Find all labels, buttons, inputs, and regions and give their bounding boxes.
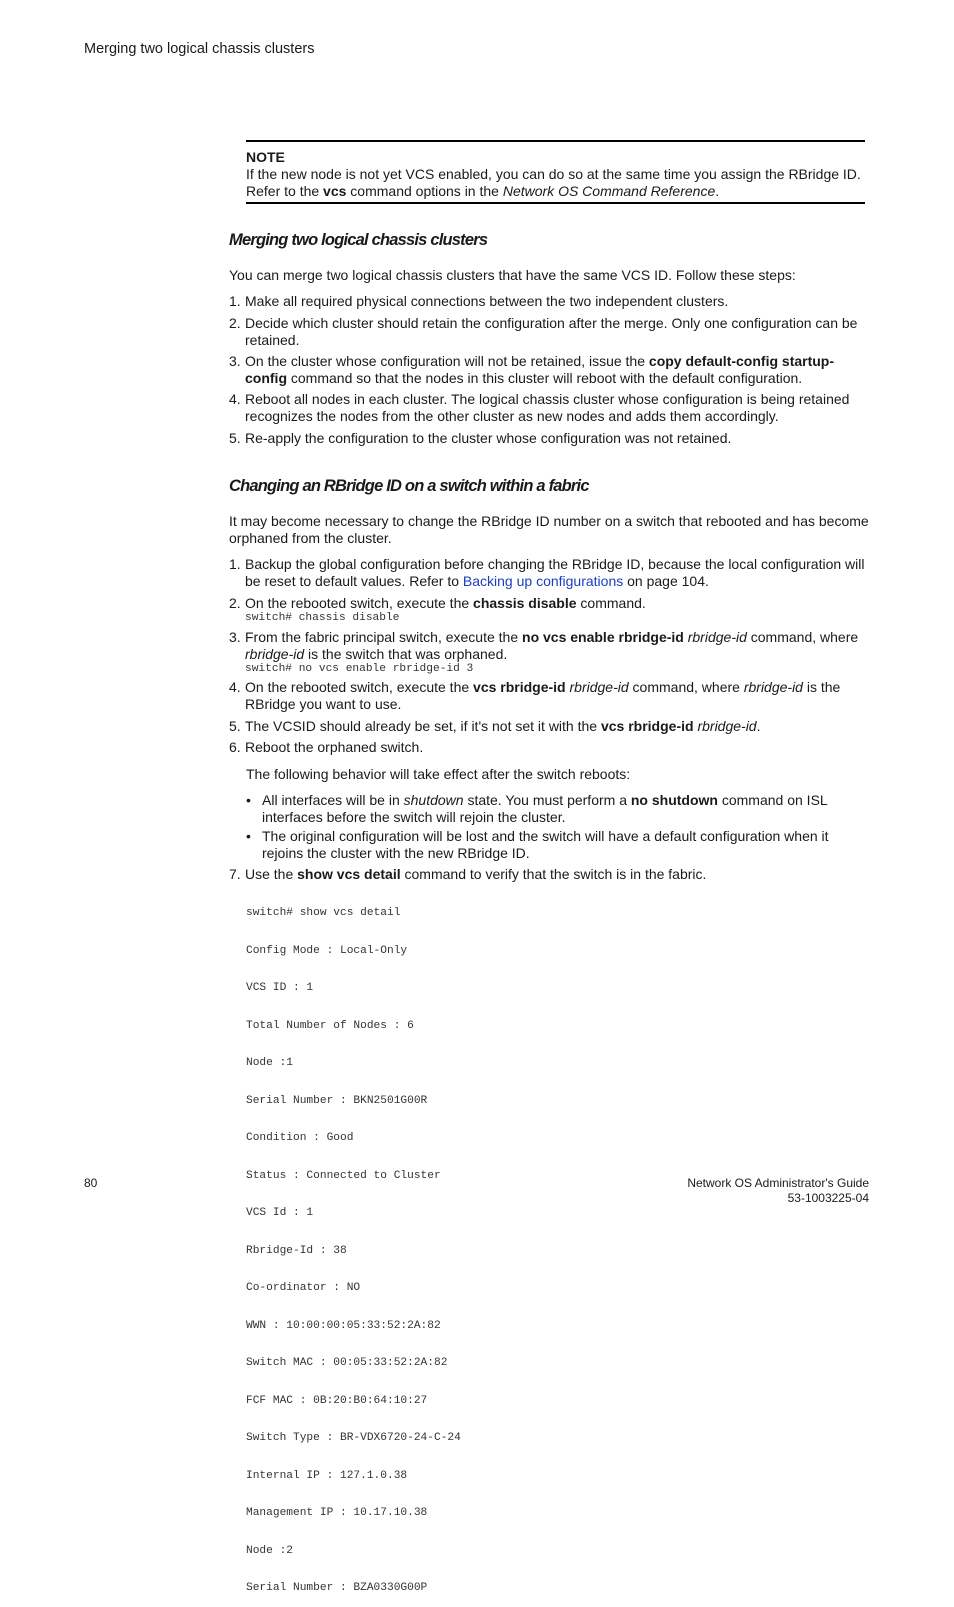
behavior-bullets bbox=[246, 792, 866, 862]
code-line: VCS ID : 1 bbox=[246, 982, 314, 994]
note-line-2: Refer to the vcs command options in the Network OS Command Reference. bbox=[246, 183, 720, 199]
list-item: 3. From the fabric principal switch, execute the no vcs enable rbridge-id rbridge-id command, where rbridge-id is the switch that was orphaned. switch# no vcs enable rbridge-id 3 bbox=[229, 629, 869, 676]
list-item: 4. Reboot all nodes in each cluster. The logical chassis cluster whose configuration is being retained recognizes the nodes from the other cluster as new nodes and adds them accordingly. bbox=[229, 391, 850, 424]
section-intro-rbridge: It may become necessary to change the RBridge ID number on a switch that rebooted and has become orphaned from the cluster. bbox=[229, 513, 869, 546]
note-box bbox=[246, 140, 865, 204]
behavior-intro: The following behavior will take effect after the switch reboots: bbox=[246, 766, 631, 782]
note-line-1: If the new node is not yet VCS enabled, you can do so at the same time you assign the RBridge ID. bbox=[246, 166, 861, 182]
list-item: • The original configuration will be lost and the switch will have a default configuration when it rejoins the cluster with the new RBridge ID. bbox=[246, 828, 829, 861]
backing-up-configurations-link[interactable]: Backing up configurations bbox=[462, 573, 624, 589]
rbridge-steps-list-cont bbox=[229, 866, 869, 883]
code-line: Internal IP : 127.1.0.38 bbox=[246, 1469, 408, 1482]
code-line: Node :2 bbox=[246, 1544, 293, 1557]
running-header: Merging two logical chassis clusters bbox=[84, 41, 315, 57]
code-line: Switch MAC : 00:05:33:52:2A:82 bbox=[246, 1357, 448, 1369]
code-line: Serial Number : BKN2501G00R bbox=[246, 1094, 428, 1107]
code-line: VCS Id : 1 bbox=[246, 1207, 314, 1219]
code-line: Management IP : 10.17.10.38 bbox=[246, 1507, 428, 1519]
rbridge-steps-list bbox=[229, 556, 869, 756]
page-number: 80 bbox=[84, 1176, 98, 1190]
list-item: 7. Use the show vcs detail command to verify that the switch is in the fabric. bbox=[229, 866, 707, 882]
code-line: Rbridge-Id : 38 bbox=[246, 1244, 347, 1257]
list-item: 3. On the cluster whose configuration will not be retained, issue the copy default-config startup-config command so that the nodes in this cluster will reboot with the default configuration. bbox=[229, 353, 835, 386]
show-vcs-detail-output bbox=[246, 882, 461, 1607]
list-item: • All interfaces will be in shutdown state. You must perform a no shutdown command on ISL interfaces before the switch will rejoin the cluster. bbox=[246, 792, 828, 825]
merge-steps-list bbox=[229, 293, 869, 447]
code-line: Total Number of Nodes : 6 bbox=[246, 1019, 414, 1032]
list-item: 5. Re-apply the configuration to the cluster whose configuration was not retained. bbox=[229, 430, 732, 446]
code-line: Condition : Good bbox=[246, 1132, 354, 1144]
note-label: NOTE bbox=[246, 149, 285, 165]
code-no-vcs-enable: switch# no vcs enable rbridge-id 3 bbox=[245, 662, 474, 675]
code-line: switch# show vcs detail bbox=[246, 907, 401, 919]
code-line: Serial Number : BZA0330G00P bbox=[246, 1582, 428, 1594]
footer-doc-info bbox=[687, 1176, 869, 1206]
list-item: 4. On the rebooted switch, execute the vcs rbridge-id rbridge-id command, where rbridge-id is the RBridge you want to use. bbox=[229, 679, 841, 712]
code-line: WWN : 10:00:00:05:33:52:2A:82 bbox=[246, 1319, 441, 1332]
list-item: 5. The VCSID should already be set, if it's not set it with the vcs rbridge-id rbridge-id. bbox=[229, 718, 761, 734]
code-line: Config Mode : Local-Only bbox=[246, 944, 408, 957]
footer-doc-number: 53-1003225-04 bbox=[787, 1191, 869, 1205]
code-line: Node :1 bbox=[246, 1057, 293, 1069]
code-chassis-disable: switch# chassis disable bbox=[245, 612, 400, 624]
list-item: 6. Reboot the orphaned switch. bbox=[229, 739, 424, 755]
section-heading-rbridge: Changing an RBridge ID on a switch within a fabric bbox=[229, 477, 589, 495]
list-item: 1. Make all required physical connections between the two independent clusters. bbox=[229, 293, 729, 309]
code-line: FCF MAC : 0B:20:B0:64:10:27 bbox=[246, 1394, 428, 1407]
code-line: Status : Connected to Cluster bbox=[246, 1169, 441, 1182]
code-line: Co-ordinator : NO bbox=[246, 1282, 361, 1294]
footer-doc-title: Network OS Administrator's Guide bbox=[687, 1176, 869, 1190]
list-item: 2. Decide which cluster should retain the configuration after the merge. Only one configuration can be retained. bbox=[229, 315, 858, 348]
code-line: Switch Type : BR-VDX6720-24-C-24 bbox=[246, 1432, 461, 1444]
list-item: 1. Backup the global configuration before changing the RBridge ID, because the local configuration will be reset to default values. Refer to Backing up configurations on page 104. bbox=[229, 556, 865, 589]
section-intro-merging: You can merge two logical chassis clusters that have the same VCS ID. Follow these steps: bbox=[229, 267, 796, 283]
section-heading-merging: Merging two logical chassis clusters bbox=[229, 231, 488, 249]
list-item: 2. On the rebooted switch, execute the chassis disable command. switch# chassis disable bbox=[229, 595, 869, 625]
